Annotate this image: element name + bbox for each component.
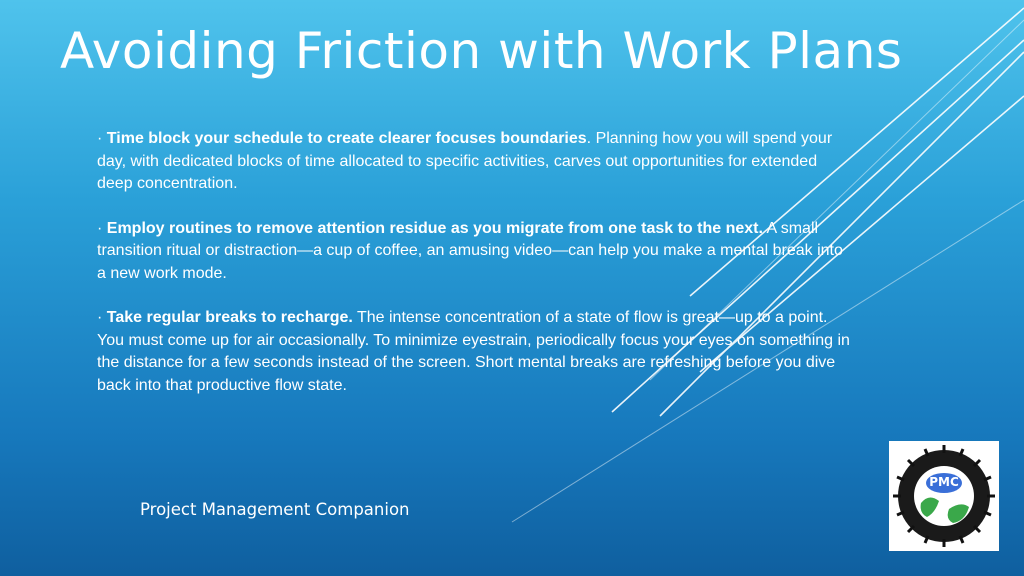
bullet-text: . Planning how you will spend your day, with dedicated blocks of time allocated to specific activities, carves out opportunities for extended deep concentration. bbox=[97, 130, 833, 192]
bullet-marker: · bbox=[97, 219, 103, 237]
bullet-paragraph bbox=[97, 128, 852, 196]
bullet-heading: Time block your schedule to create clearer focuses boundaries bbox=[106, 130, 587, 147]
pmc-logo-icon bbox=[889, 441, 999, 551]
bullet-heading: Employ routines to remove attention residue as you migrate from one task to the next. bbox=[106, 219, 763, 237]
bullet-paragraph bbox=[97, 307, 852, 397]
bullet-paragraph bbox=[97, 218, 852, 286]
bullet-marker: · bbox=[97, 309, 103, 326]
footer-text: Project Management Companion bbox=[140, 500, 410, 519]
bullet-heading: Take regular breaks to recharge. bbox=[106, 309, 353, 326]
bullet-marker: · bbox=[97, 130, 103, 147]
bullet-text: A small transition ritual or distraction—a cup of coffee, an amusing video—can help you make a mental break into a new work mode. bbox=[97, 219, 843, 282]
pmc-logo bbox=[889, 441, 999, 551]
logo-text: PMC bbox=[929, 475, 959, 489]
bullet-text: The intense concentration of a state of flow is great—up to a point. You must come up for air occasionally. To minimize eyestrain, periodically focus your eyes on something in the distance for a few seconds instead of the screen. Short mental breaks are refreshing before you dive back into that productive flow state. bbox=[97, 309, 850, 394]
slide-title: Avoiding Friction with Work Plans bbox=[60, 22, 903, 80]
slide-body bbox=[97, 128, 852, 419]
